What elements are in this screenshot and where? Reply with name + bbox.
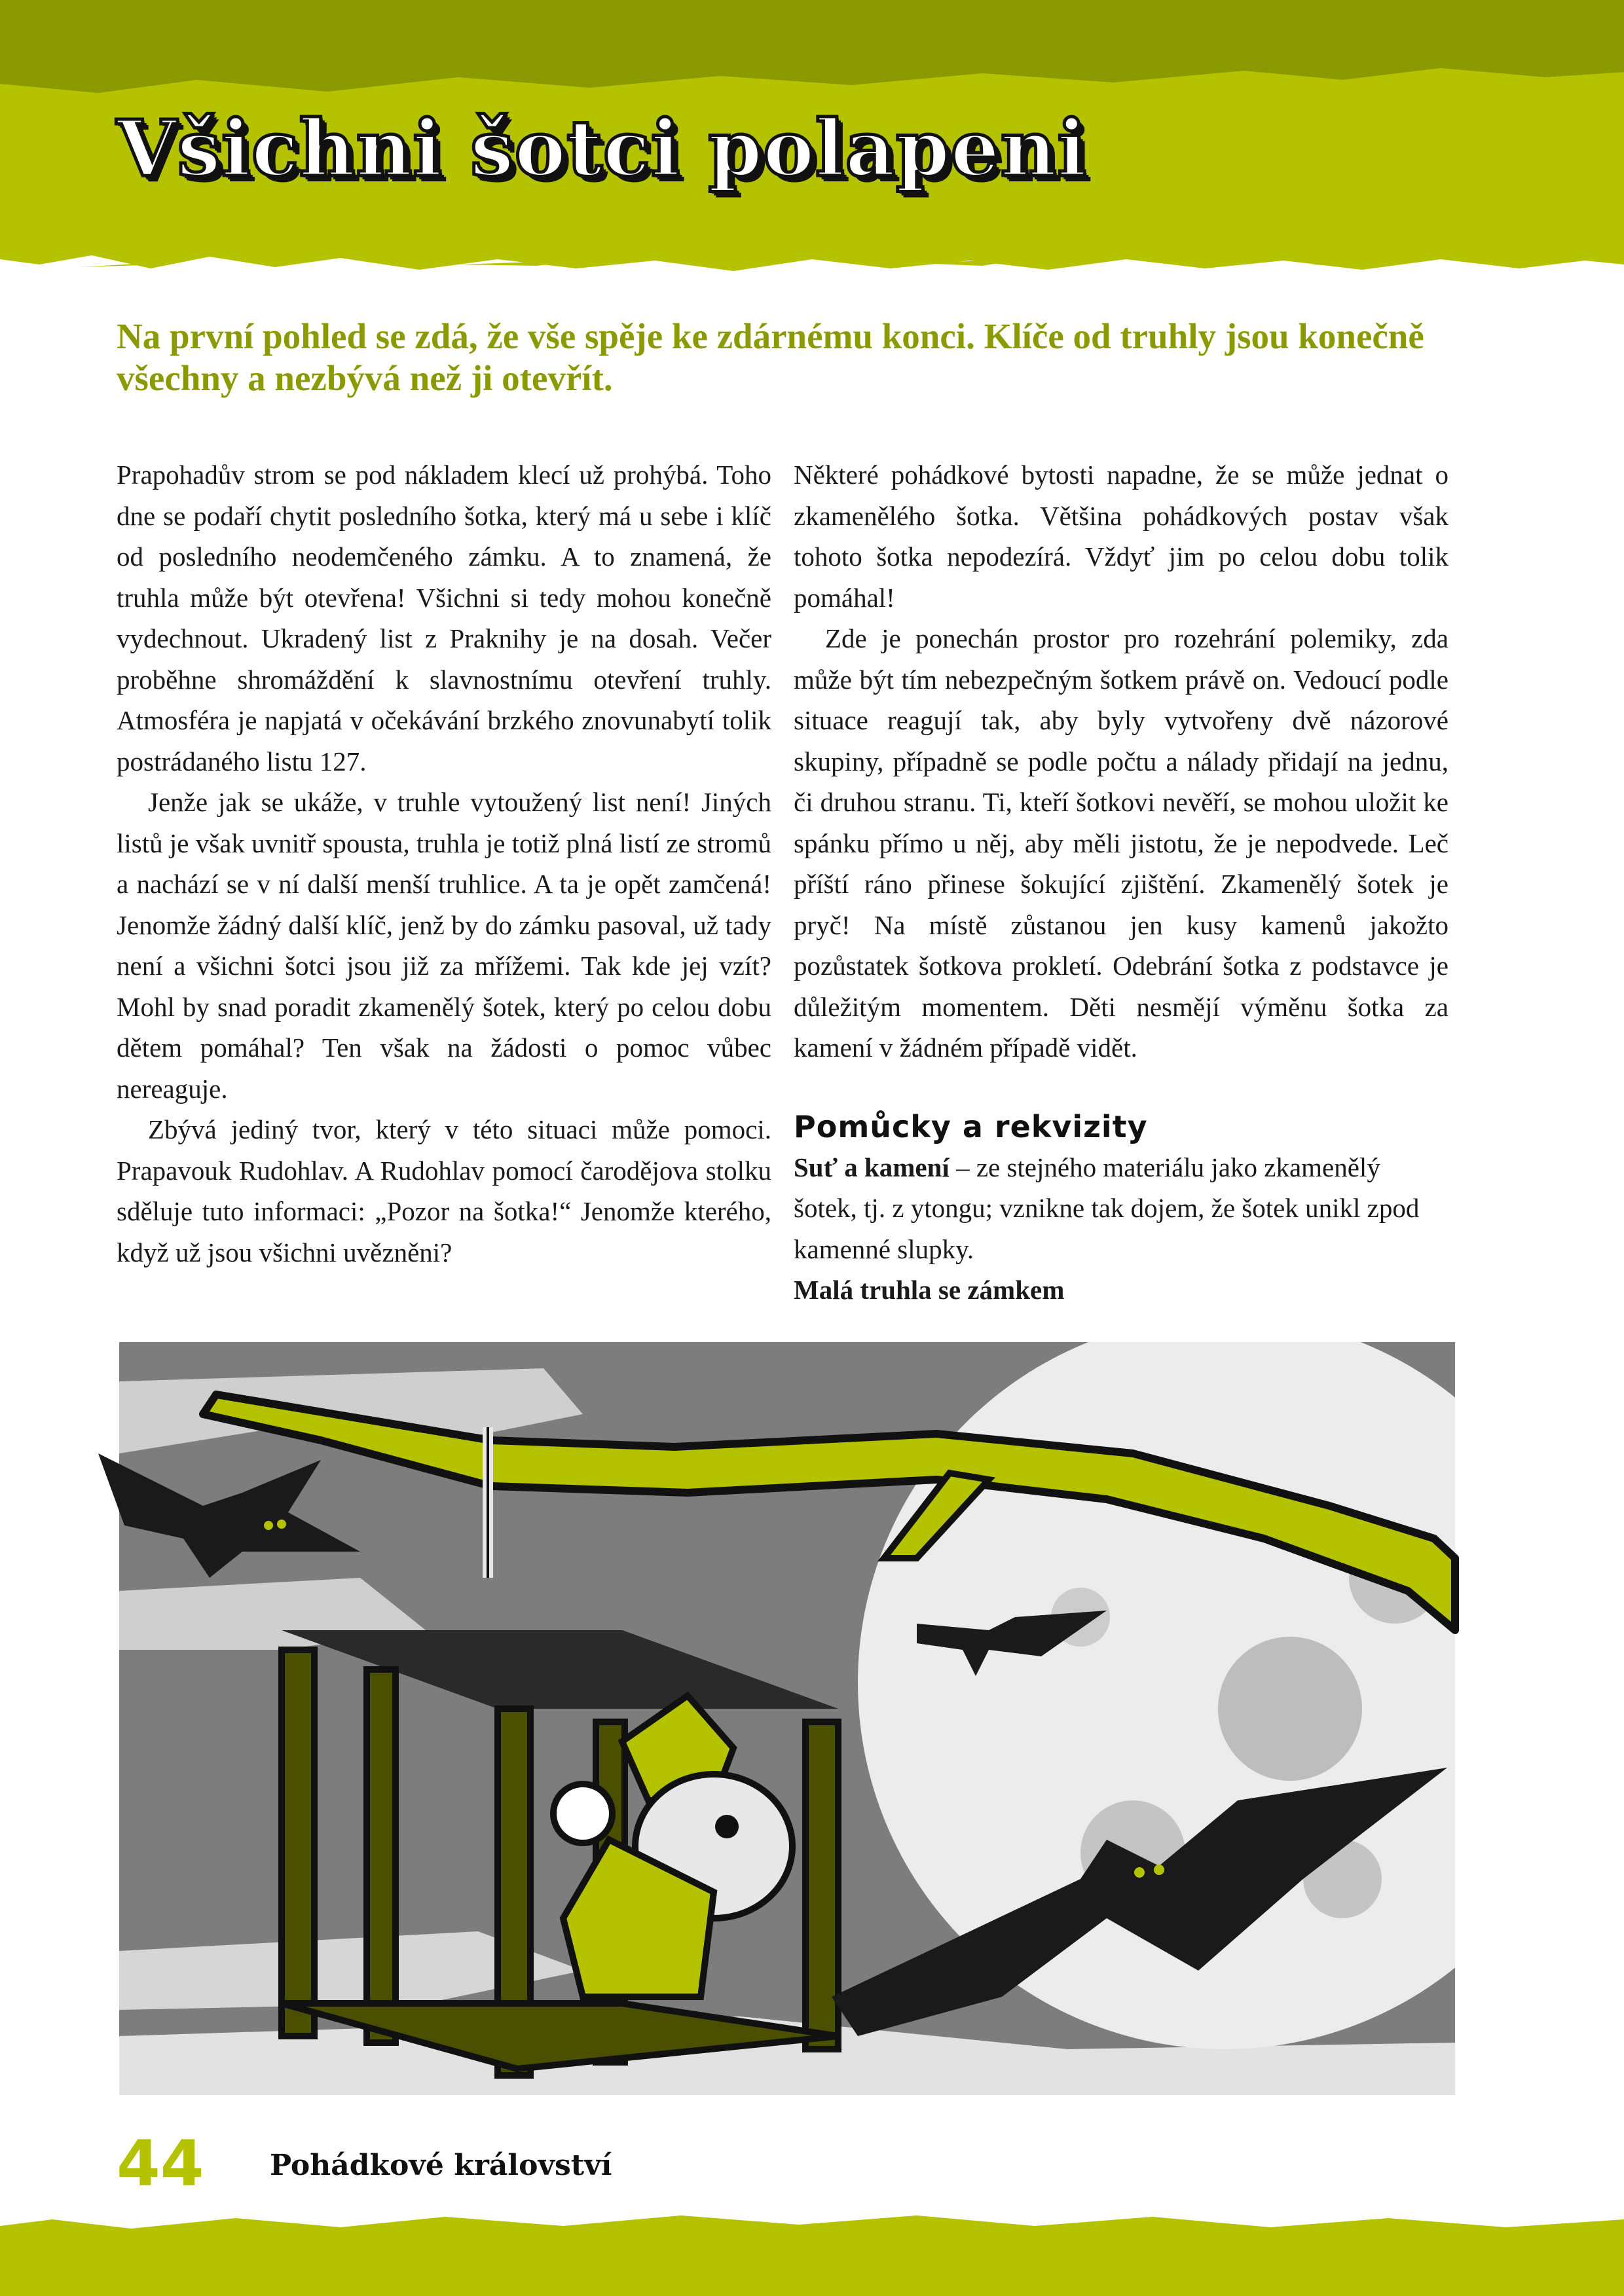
illustration-caged-goblin bbox=[85, 1342, 1486, 2108]
props-item-term: Malá truhla se zámkem bbox=[794, 1275, 1065, 1305]
body-paragraph: Prapohadův strom se pod nákladem klecí už prohýbá. Toho dne se podaří chytit posledního šotka, který má u sebe i klíč od posledního neodemčeného zámku. A to znamená, že truhla může být otevřena! Všichni si tedy mohou konečně vydechnout. Ukradený list z Praknihy je na dosah. Večer proběhne shromáždění k slavnostnímu otevření truhly. Atmosféra je napjatá v očekávání brzkého znovunabytí tolik postrádaného listu 127. bbox=[117, 460, 771, 776]
body-paragraph: Některé pohádkové bytosti napadne, že se může jednat o zkamenělého šotka. Většina pohádkových postav však tohoto šotka nepodezírá. Vždyť jim po celou dobu tolik pomáhal! bbox=[794, 460, 1449, 613]
props-item bbox=[794, 1147, 1449, 1270]
lead-paragraph: Na první pohled se zdá, že vše spěje ke zdárnému konci. Klíče od truhly jsou konečně všechny a nezbývá než ji otevřít. bbox=[117, 316, 1424, 398]
body-paragraph: Zbývá jediný tvor, který v této situaci může pomoci. Prapavouk Rudohlav. A Rudohlav pomocí čarodějova stolku sděluje tuto informaci: „Pozor na šotka!“ Jenomže kterého, když už jsou všichni uvězněni? bbox=[117, 1114, 771, 1267]
section-heading: Pomůcky a rekvizity bbox=[794, 1108, 1148, 1144]
book-title: Pohádkové království bbox=[270, 2149, 612, 2182]
page-title: Všichni šotci polapeni bbox=[117, 103, 1088, 194]
props-item bbox=[794, 1269, 1449, 1311]
body-paragraph: Zde je ponechán prostor pro rozehrání polemiky, zda může být tím nebezpečným šotkem právě on. Vedoucí podle situace reagují tak, aby byly vytvořeny dvě názorové skupiny, případně se podle počtu a nálady přidají na jednu, či druhou stranu. Ti, kteří šotkovi nevěří, se mohou uložit ke spánku přímo u něj, aby měli jistotu, že je nepodvede. Leč příští ráno přinese šokující zjištění. Zkamenělý šotek je pryč! Na místě zůstanou jen kusy kamenů jakožto pozůstatek šotkova prokletí. Odebrání šotka z podstavce je důležitým momentem. Děti nesmějí výměnu šotka za kamení v žádném případě vidět. bbox=[794, 623, 1449, 1063]
right-column bbox=[794, 454, 1449, 1311]
page-number: 44 bbox=[117, 2127, 204, 2200]
props-item-desc: – ze stejného materiálu jako zkamenělý šotek, tj. z ytongu; vznikne tak dojem, že šotek unikl zpod kamenné slupky. bbox=[794, 1152, 1420, 1264]
props-item-term: Suť a kamení bbox=[794, 1152, 950, 1182]
props-list bbox=[794, 1147, 1449, 1311]
body-paragraph: Jenže jak se ukáže, v truhle vytoužený list není! Jiných listů je však uvnitř spousta, truhla je totiž plná listí ze stromů a nachází se v ní další menší truhlice. A ta je opět zamčená! Jenomže žádný další klíč, jenž by do zámku pasoval, už tady není a všichni šotci jsou již za mřížemi. Tak kde jej vzít? Mohl by snad poradit zkamenělý šotek, který po celou dobu dětem pomáhal? Ten však na žádosti o pomoc vůbec nereaguje. bbox=[117, 787, 771, 1104]
left-column bbox=[117, 454, 771, 1273]
footer-band bbox=[0, 2200, 1624, 2296]
